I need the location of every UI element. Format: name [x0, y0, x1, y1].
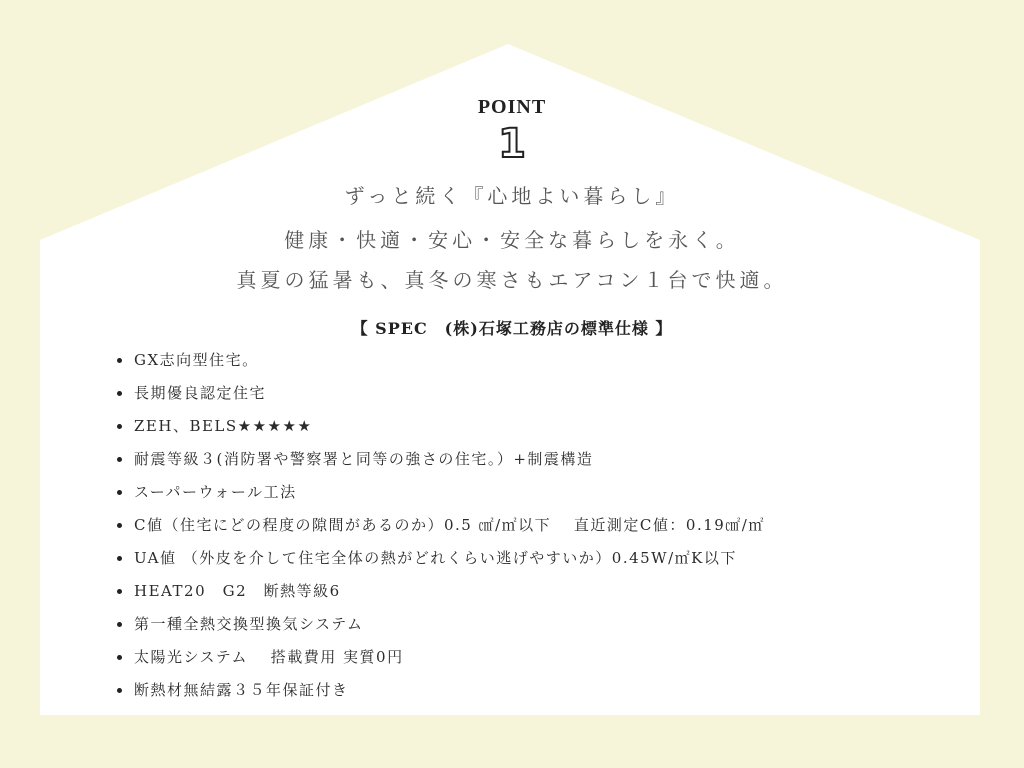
- spec-item-text: 断熱材無結露３５年保証付き: [134, 681, 349, 699]
- spec-item: [112, 344, 992, 377]
- headline-3: 真夏の猛暑も、真冬の寒さもエアコン１台で快適。: [236, 268, 788, 292]
- spec-title: 【 SPEC (株)石塚工務店の標準仕様 】: [351, 319, 673, 338]
- spec-item: [112, 476, 992, 509]
- bullet-icon: [117, 655, 122, 660]
- bullet-icon: [117, 424, 122, 429]
- spec-item: [112, 575, 992, 608]
- bullet-icon: [117, 523, 122, 528]
- spec-item: [112, 641, 992, 674]
- spec-item-text: 長期優良認定住宅: [134, 384, 267, 402]
- point-label: POINT: [477, 96, 547, 118]
- spec-item: [112, 410, 992, 443]
- bullet-icon: [117, 490, 122, 495]
- bullet-icon: [117, 589, 122, 594]
- headline-2: 健康・快適・安心・安全な暮らしを永く。: [284, 228, 740, 252]
- bullet-icon: [117, 688, 122, 693]
- spec-item: [112, 608, 992, 641]
- spec-item-text: HEAT20 G2 断熱等級6: [134, 582, 341, 600]
- spec-list: [112, 344, 992, 707]
- spec-item-text: GX志向型住宅。: [134, 351, 259, 369]
- spec-item: [112, 542, 992, 575]
- bullet-icon: [117, 391, 122, 396]
- spec-item-text: 太陽光システム 搭載費用 実質0円: [134, 648, 404, 666]
- bullet-icon: [117, 556, 122, 561]
- spec-item-text: スーパーウォール工法: [134, 483, 297, 501]
- spec-item: [112, 377, 992, 410]
- spec-item: [112, 443, 992, 476]
- spec-item-text: 耐震等級３(消防署や警察署と同等の強さの住宅。）+制震構造: [134, 450, 594, 468]
- bullet-icon: [117, 622, 122, 627]
- bullet-icon: [117, 358, 122, 363]
- spec-item-text: ZEH、BELS★★★★★: [134, 417, 313, 435]
- spec-item-text: 第一種全熱交換型換気システム: [134, 615, 364, 633]
- headline-1: ずっと続く『心地よい暮らし』: [344, 184, 680, 208]
- spec-item-text: C値（住宅にどの程度の隙間があるのか）0.5 ㎠/㎡以下 直近測定C値：0.19㎠/㎡: [134, 516, 765, 534]
- spec-item-text: UA値 （外皮を介して住宅全体の熱がどれくらい逃げやすいか）0.45W/㎡K以下: [134, 549, 737, 567]
- bullet-icon: [117, 457, 122, 462]
- spec-item: [112, 674, 992, 707]
- spec-item: [112, 509, 992, 542]
- point-number: 1: [498, 121, 526, 167]
